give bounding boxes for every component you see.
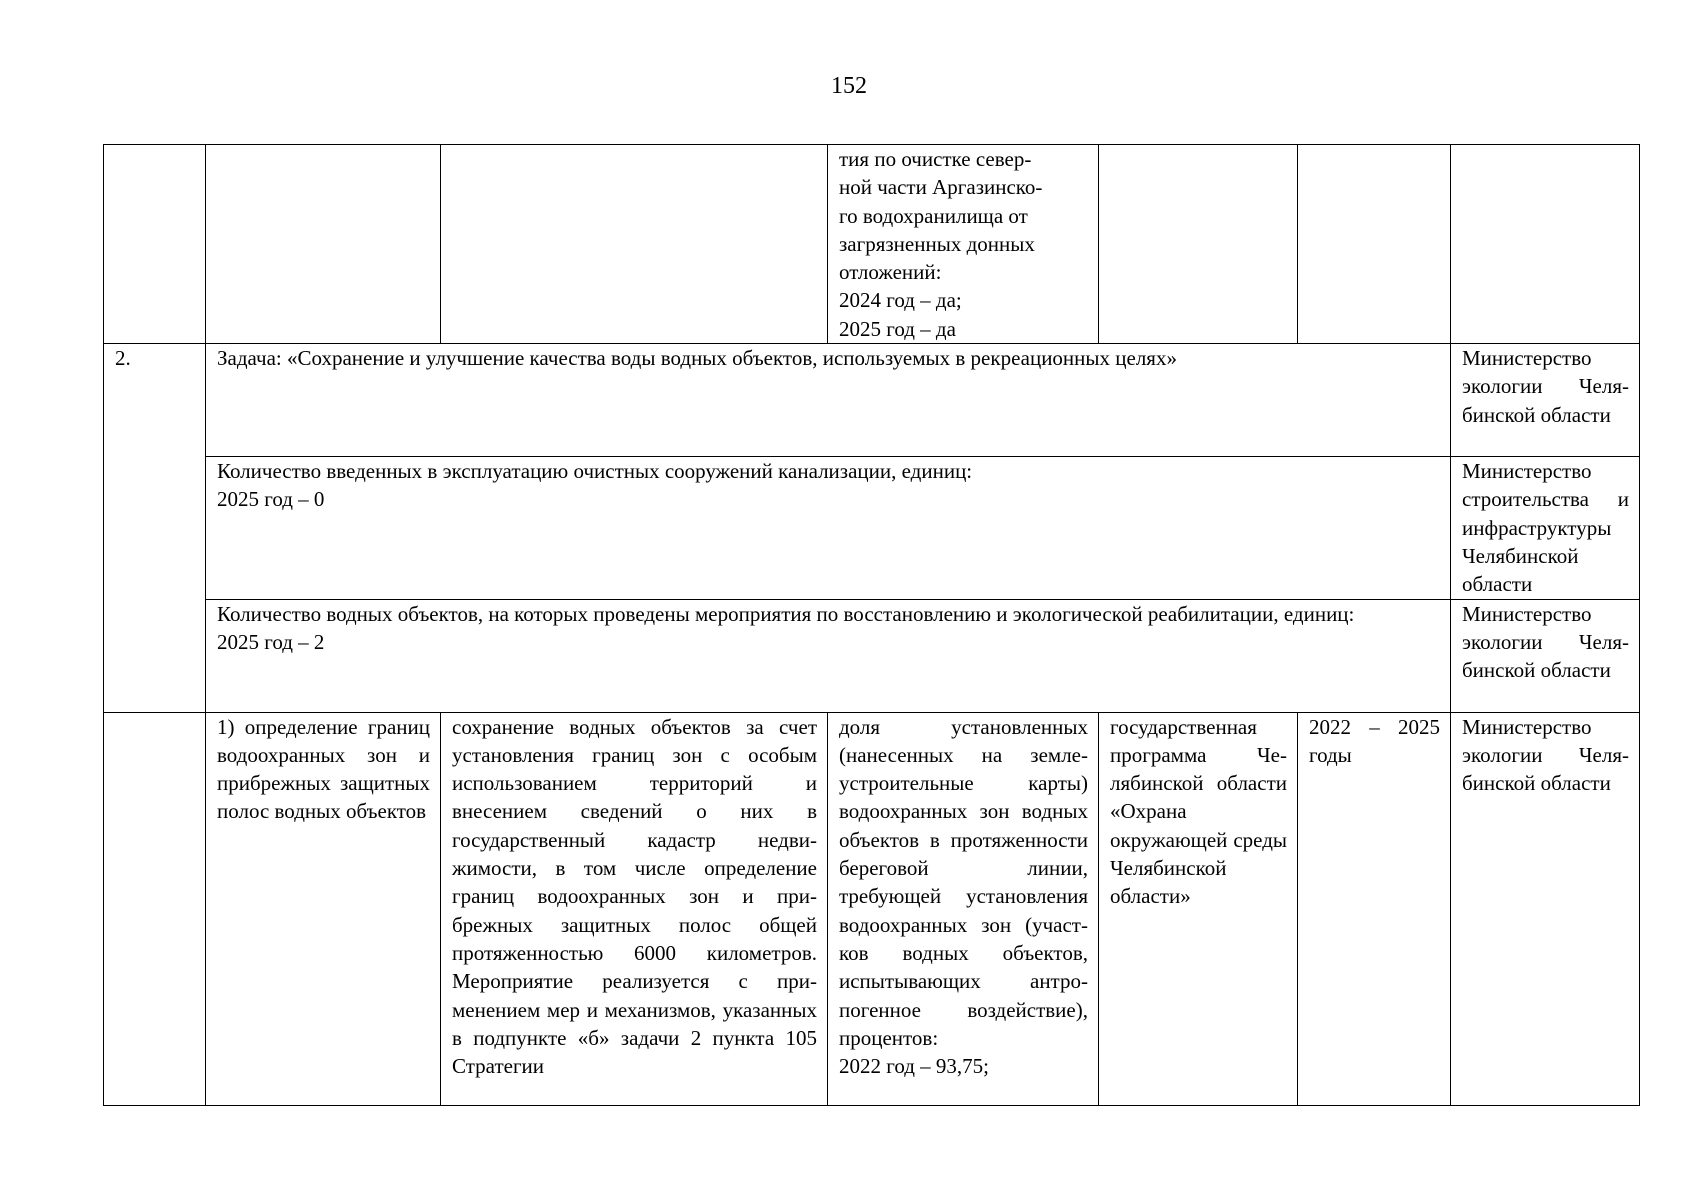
activity-name: 1) определение границ водоохранных зон и прибрежных защитных полос водных объектов: [206, 712, 441, 1105]
strategy-table: [103, 144, 1640, 1106]
indicator-line: загрязненных донных: [839, 231, 1035, 256]
task-number: 2.: [104, 344, 206, 712]
indicator-summary-line: 2025 год – 2: [217, 629, 325, 654]
cell-number-empty: [104, 712, 206, 1105]
indicator-summary: [206, 457, 1451, 599]
activity-program: государственная программа Челябинской области «Охрана окружающей среды Челябинской области»: [1099, 712, 1298, 1105]
table-row-activity: [104, 712, 1640, 1105]
table-row-task: [104, 344, 1640, 457]
cell-activity-empty: [206, 145, 441, 344]
page-number: 152: [831, 73, 867, 99]
activity-indicator: [828, 712, 1099, 1105]
indicator-line: ной части Аргазинско-: [839, 175, 1043, 200]
activity-responsible: Министерство экологии Челябинской области: [1451, 712, 1640, 1105]
task-text: Задача: «Сохранение и улучшение качества воды водных объектов, используемых в рекреационных целях»: [206, 344, 1451, 457]
cell-program-empty: [1099, 145, 1298, 344]
indicator-summary: [206, 599, 1451, 712]
indicator-responsible: Министерство строительства и инфраструктуры Челябинской области: [1451, 457, 1640, 599]
indicator-line: тия по очистке север-: [839, 147, 1032, 171]
table-row-continuation: [104, 145, 1640, 344]
indicator-line: 2025 год – да: [839, 316, 956, 341]
indicator-line: го водохранилища от: [839, 203, 1028, 228]
cell-description-empty: [441, 145, 828, 344]
cell-indicator-continuation: [828, 145, 1099, 344]
table-row-indicator: [104, 599, 1640, 712]
activity-period: 2022 – 2025 годы: [1298, 712, 1451, 1105]
indicator-summary-line: 2025 год – 0: [217, 487, 325, 512]
cell-number-empty: [104, 145, 206, 344]
indicator-summary-line: Количество введенных в эксплуатацию очистных сооружений канализации, единиц:: [217, 459, 973, 484]
indicator-responsible: Министерство экологии Челябинской области: [1451, 599, 1640, 712]
cell-period-empty: [1298, 145, 1451, 344]
activity-indicator-text: доля установленных (нанесенных на землеустроительные карты) водоохранных зон водных объектов в протяженности береговой линии, требующей установления водоохранных зон (участков водных объектов, испытывающих антропогенное воздействие), процентов:: [839, 714, 1088, 1050]
cell-responsible-empty: [1451, 145, 1640, 344]
indicator-line: 2024 год – да;: [839, 288, 962, 313]
task-responsible: Министерство экологии Челябинской области: [1451, 344, 1640, 457]
indicator-summary-line: Количество водных объектов, на которых проведены мероприятия по восстановлению и экологической реабилитации, единиц:: [217, 601, 1355, 626]
table-row-indicator: [104, 457, 1640, 599]
activity-description: сохранение водных объектов за счет установления границ зон с особым использованием территорий и внесением сведений о них в государственный кадастр недвижимости, в том числе определение границ водоохранных зон и прибрежных защитных полос общей протяженностью 6000 километров. Мероприятие реализуется с применением мер и механизмов, указанных в подпункте «б» задачи 2 пункта 105 Стратегии: [441, 712, 828, 1105]
indicator-line: отложений:: [839, 260, 942, 285]
activity-indicator-value: 2022 год – 93,75;: [839, 1054, 990, 1079]
